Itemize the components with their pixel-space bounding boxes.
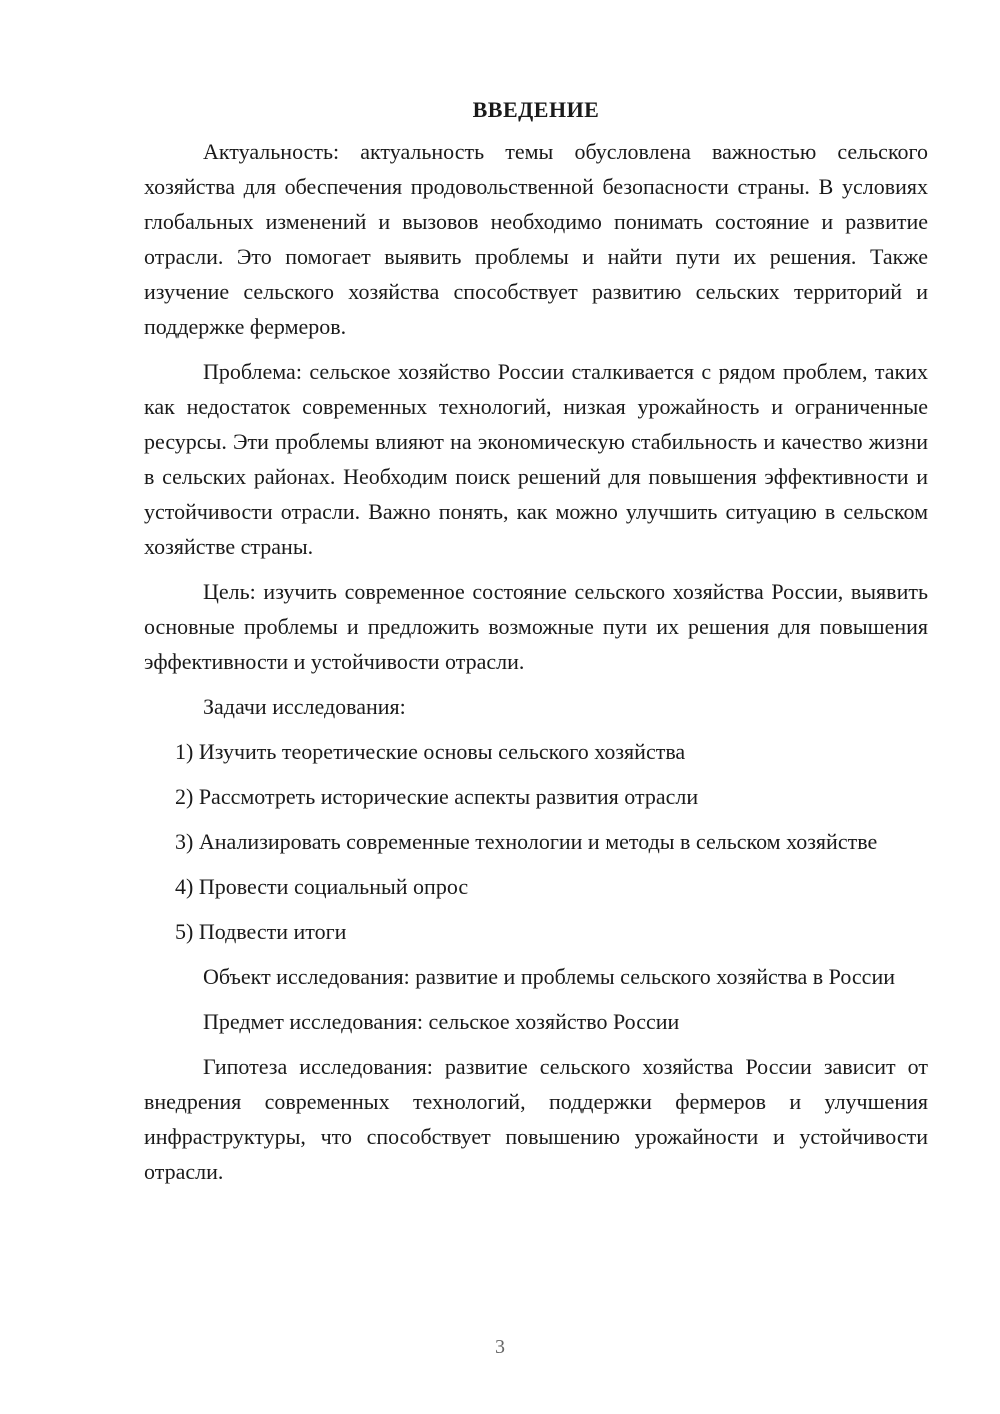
goal-paragraph: Цель: изучить современное состояние сельского хозяйства России, выявить основные проблемы и предложить возможные пути их решения для повышения эффективности и устойчивости отрасли.	[144, 579, 928, 674]
task-item-2: 2) Рассмотреть исторические аспекты развития отрасли	[175, 784, 699, 809]
task-item-4: 4) Провести социальный опрос	[175, 874, 469, 899]
document-page	[144, 96, 928, 1199]
relevance-paragraph: Актуальность: актуальность темы обусловлена важностью сельского хозяйства для обеспечения продовольственной безопасности страны. В условиях глобальных изменений и вызовов необходимо понимать состояние и развитие отрасли. Это помогает выявить проблемы и найти пути их решения. Также изучение сельского хозяйства способствует развитию сельских территорий и поддержке фермеров.	[144, 139, 928, 339]
object-paragraph: Объект исследования: развитие и проблемы сельского хозяйства в России	[203, 964, 895, 989]
task-item-5: 5) Подвести итоги	[175, 919, 347, 944]
page-number: 3	[495, 1336, 505, 1358]
task-item-3: 3) Анализировать современные технологии и методы в сельском хозяйстве	[175, 829, 878, 854]
subject-paragraph: Предмет исследования: сельское хозяйство России	[203, 1009, 680, 1034]
task-item-1: 1) Изучить теоретические основы сельского хозяйства	[175, 739, 686, 764]
problem-paragraph: Проблема: сельское хозяйство России сталкивается с рядом проблем, таких как недостаток современных технологий, низкая урожайность и ограниченные ресурсы. Эти проблемы влияют на экономическую стабильность и качество жизни в сельских районах. Необходим поиск решений для повышения эффективности и устойчивости отрасли. Важно понять, как можно улучшить ситуацию в сельском хозяйстве страны.	[144, 359, 928, 559]
tasks-heading: Задачи исследования:	[203, 694, 406, 719]
hypothesis-paragraph: Гипотеза исследования: развитие сельского хозяйства России зависит от внедрения современных технологий, поддержки фермеров и улучшения инфраструктуры, что способствует повышению урожайности и устойчивости отрасли.	[144, 1054, 928, 1184]
section-heading: ВВЕДЕНИЕ	[472, 97, 600, 122]
